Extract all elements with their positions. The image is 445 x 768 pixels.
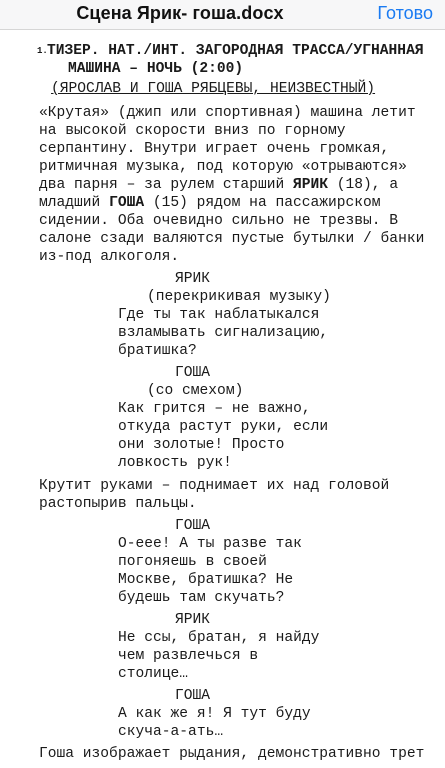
dialogue-line: столице… — [118, 666, 189, 682]
cast-note: (ЯРОСЛАВ И ГОША РЯБЦЕВЫ, НЕИЗВЕСТНЫЙ) — [51, 81, 376, 97]
dialogue-line: взламывать сигнализацию, — [118, 325, 329, 341]
dialogue-line: они золотые! Просто — [118, 437, 285, 453]
action-line: серпантину. Внутри играет очень громкая, — [39, 141, 390, 157]
action-line: младший ГОША (15) рядом на пассажирском — [39, 195, 381, 211]
dialogue-line: А как же я! Я тут буду — [118, 706, 311, 722]
action-line: Гоша изображает рыдания, демонстративно трет — [39, 746, 425, 762]
parenthetical: (перекрикивая музыку) — [147, 289, 331, 305]
character-name: ГОША — [175, 365, 211, 381]
action-line: на высокой скорости вниз по горному — [39, 123, 346, 139]
character-name: ГОША — [175, 688, 211, 704]
action-line: салоне сзади валяются пустые бутылки / банки — [39, 231, 425, 247]
dialogue-line: будешь там скучать? — [118, 590, 285, 606]
slug-line: МАШИНА – НОЧЬ (2:00) — [68, 61, 244, 77]
character-name: ГОША — [175, 518, 211, 534]
action-line: «Крутая» (джип или спортивная) машина летит — [39, 105, 416, 121]
action-line: растопырив пальцы. — [39, 496, 197, 512]
dialogue-line: ловкость рук! — [118, 455, 232, 471]
document-title: Сцена Ярик- гоша.docx — [76, 3, 284, 23]
dialogue-line: Не ссы, братан, я найду — [118, 630, 320, 646]
character-name: ЯРИК — [175, 612, 211, 628]
dialogue-line: откуда растут руки, если — [118, 419, 329, 435]
parenthetical: (со смехом) — [147, 383, 244, 399]
character-name-inline: ЯРИК — [292, 177, 329, 193]
character-name-inline: ГОША — [109, 195, 145, 211]
action-line: два парня – за рулем старший ЯРИК (18), а — [39, 177, 399, 193]
action-line: Крутит руками – поднимает их над головой — [39, 478, 390, 494]
slug-line: ТИЗЕР. НАТ./ИНТ. ЗАГОРОДНАЯ ТРАССА/УГНАННАЯ — [47, 43, 424, 59]
scene-number: 1. — [37, 46, 48, 56]
dialogue-line: Где ты так наблатыкался — [118, 307, 320, 323]
dialogue-line: чем развлечься в — [118, 648, 259, 664]
dialogue-line: Как грится – не важно, — [118, 401, 311, 417]
document-page-lower — [0, 31, 445, 768]
character-name: ЯРИК — [175, 271, 211, 287]
dialogue-line: скуча-а-ать… — [118, 724, 224, 740]
top-bar — [0, 0, 445, 30]
dialogue-line: Москве, братишка? Не — [118, 572, 294, 588]
action-line: сидении. Оба очевидно сильно не трезвы. В — [39, 213, 399, 229]
action-line: ритмичная музыка, под которую «отрываются» — [39, 159, 407, 175]
dialogue-line: О-еее! А ты разве так — [118, 536, 302, 552]
action-line: из-под алкоголя. — [39, 249, 180, 265]
dialogue-line: братишка? — [118, 343, 197, 359]
dialogue-line: погоняешь в своей — [118, 554, 267, 570]
done-button[interactable]: Готово — [377, 3, 433, 23]
